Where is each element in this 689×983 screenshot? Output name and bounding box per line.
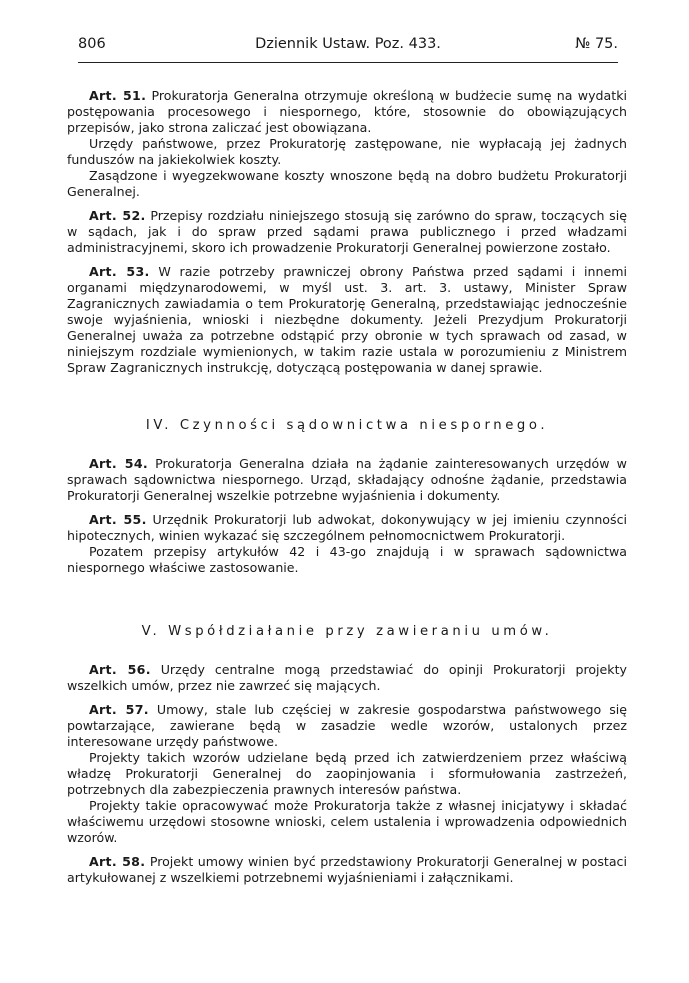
document-body (67, 88, 627, 886)
article-number: Art. 51. (89, 88, 147, 103)
article-52 (67, 208, 627, 256)
article-56 (67, 662, 627, 694)
paragraph-text: Projekty takich wzorów udzielane będą przed ich zatwierdzeniem przez właściwą władzę Prokuratorji Generalnej do zaopinjowania i sformułowania zastrzeżeń, potrzebnych dla zabezpieczenia prawnych interesów państwa. (67, 750, 627, 797)
paragraph (67, 136, 627, 168)
paragraph-text: Pozatem przepisy artykułów 42 i 43-go znajdują i w sprawach sądownictwa niespornego właściwe zastosowanie. (67, 544, 627, 575)
article-text: Umowy, stale lub częściej w zakresie gospodarstwa państwowego się powtarzające, zawierane będą w zasadzie wedle wzorów, ustalonych przez interesowane urzędy państwowe. (67, 702, 628, 749)
article-55 (67, 512, 627, 544)
paragraph (67, 544, 627, 576)
article-text: Projekt umowy winien być przedstawiony Prokuratorji Generalnej w postaci artykułowanej z wszelkiemi potrzebnemi wyjaśnieniami i załącznikami. (67, 854, 627, 885)
paragraph-text: Projekty takie opracowywać może Prokuratorja także z własnej inicjatywy i składać właściwemu urzędowi stosowne wnioski, celem ustalenia i wprowadzenia odpowiednich wzorów. (67, 798, 627, 845)
paragraph (67, 750, 627, 798)
paragraph (67, 168, 627, 200)
article-text: Prokuratorja Generalna działa na żądanie zainteresowanych urzędów w sprawach sądownictwa niespornego. Urząd, składający odnośne żądanie, przedstawia Prokuratorji Generalnej wszelkie potrzebne wyjaśnienia i dokumenty. (67, 456, 627, 503)
article-number: Art. 55. (89, 512, 147, 527)
page-header (78, 36, 618, 56)
article-text: Przepisy rozdziału niniejszego stosują się zarówno do spraw, toczących się w sądach, jak i do spraw przed sądami prawa publicznego i przed władzami administracyjnemi, skoro ich prowadzenie Prokuratorji Generalnej powierzone zostało. (67, 208, 627, 255)
page-number: 806 (78, 36, 106, 52)
paragraph-text: Urzędy państwowe, przez Prokuratorję zastępowane, nie wypłacają jej żadnych funduszów na jakiekolwiek koszty. (67, 136, 627, 167)
article-58 (67, 854, 627, 886)
article-number: Art. 54. (89, 456, 148, 471)
issue-number: № 75. (575, 36, 618, 52)
article-text: Prokuratorja Generalna otrzymuje określoną w budżecie sumę na wydatki postępowania procesowego i niespornego, które, stosownie do obowiązujących przepisów, jako strona zaliczać jest obowiązana. (67, 88, 627, 135)
journal-title: Dziennik Ustaw. Poz. 433. (255, 36, 441, 52)
paragraph (67, 798, 627, 846)
section-heading-iv: IV. Czynności sądownictwa niespornego. (145, 418, 549, 433)
header-rule (78, 62, 618, 63)
article-number: Art. 57. (89, 702, 149, 717)
article-53 (67, 264, 627, 376)
article-text: W razie potrzeby prawniczej obrony Państwa przed sądami i innemi organami międzynarodowemi, w myśl ust. 3. art. 3. ustawy, Minister Spraw Zagranicznych zawiadamia o tem Prokuratorję Generalną, przedstawiając jednocześnie swoje wyjaśnienia, wnioski i niezbędne dokumenty. Jeżeli Prezydjum Prokuratorji Generalnej uważa za potrzebne odstąpić przy obronie w tych sprawach od zasad, w niniejszym rozdziale wymienionych, w takim razie ustala w porozumieniu z Ministrem Spraw Zagranicznych instrukcję, dotyczącą postępowania w danej sprawie. (67, 264, 627, 375)
article-57 (67, 702, 627, 750)
section-heading-v: V. Współdziałanie przy zawieraniu umów. (141, 624, 553, 639)
article-number: Art. 53. (89, 264, 150, 279)
article-51 (67, 88, 627, 136)
article-text: Urzędnik Prokuratorji lub adwokat, dokonywujący w jej imieniu czynności hipotecznych, winien wykazać się szczególnem pełnomocnictwem Prokuratorji. (67, 512, 627, 543)
article-number: Art. 52. (89, 208, 146, 223)
article-text: Urzędy centralne mogą przedstawiać do opinji Prokuratorji projekty wszelkich umów, przez nie zawrzeć się mających. (67, 662, 627, 693)
article-number: Art. 58. (89, 854, 146, 869)
article-number: Art. 56. (89, 662, 151, 677)
article-54 (67, 456, 627, 504)
paragraph-text: Zasądzone i wyegzekwowane koszty wnoszone będą na dobro budżetu Prokuratorji Generalnej. (67, 168, 627, 199)
